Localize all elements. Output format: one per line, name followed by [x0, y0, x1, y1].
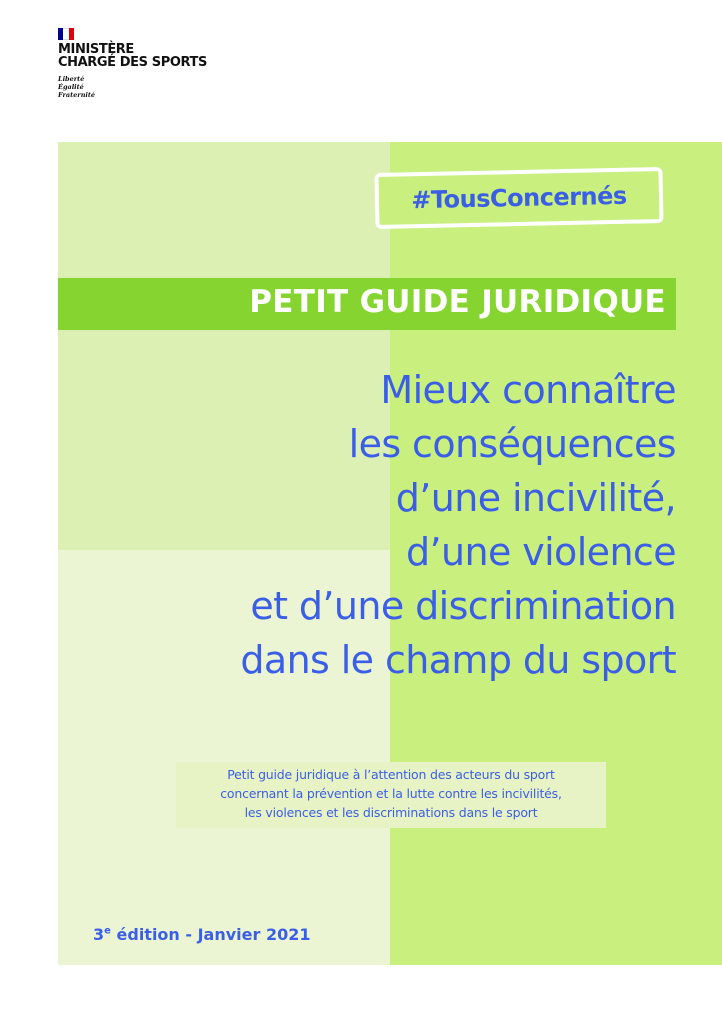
edition-number: 3: [93, 925, 105, 944]
title-bar: [58, 278, 676, 330]
headline-line: d’une incivilité,: [395, 476, 676, 520]
republic-motto: [58, 75, 95, 99]
headline-line: dans le champ du sport: [240, 638, 676, 682]
ministry-name: [58, 43, 207, 69]
ministry-name-line2: CHARGÉ DES SPORTS: [58, 55, 207, 70]
headline-line: Mieux connaître: [380, 368, 676, 412]
subtitle-line: concernant la prévention et la lutte contre les incivilités,: [220, 786, 562, 801]
edition-date: édition - Janvier 2021: [110, 925, 311, 944]
edition-info: [93, 925, 311, 944]
hashtag-badge: [374, 167, 663, 229]
motto-fraternite: Fraternité: [58, 91, 96, 99]
hashtag-text: #TousConcernés: [411, 181, 627, 215]
subtitle-line: Petit guide juridique à l’attention des acteurs du sport: [227, 767, 555, 782]
subtitle-line: les violences et les discriminations dans le sport: [244, 805, 538, 820]
subtitle-box: [176, 762, 606, 828]
ministry-name-line1: MINISTÈRE: [58, 42, 134, 57]
headline: [36, 363, 676, 687]
headline-line: d’une violence: [405, 530, 676, 574]
edition-suffix: e: [104, 925, 111, 937]
motto-liberte: Liberté: [58, 75, 85, 83]
guide-title: PETIT GUIDE JURIDIQUE: [249, 284, 666, 320]
headline-line: et d’une discrimination: [250, 584, 676, 628]
headline-line: les conséquences: [348, 422, 676, 466]
french-flag-icon: [58, 28, 74, 40]
motto-egalite: Égalité: [58, 83, 84, 91]
